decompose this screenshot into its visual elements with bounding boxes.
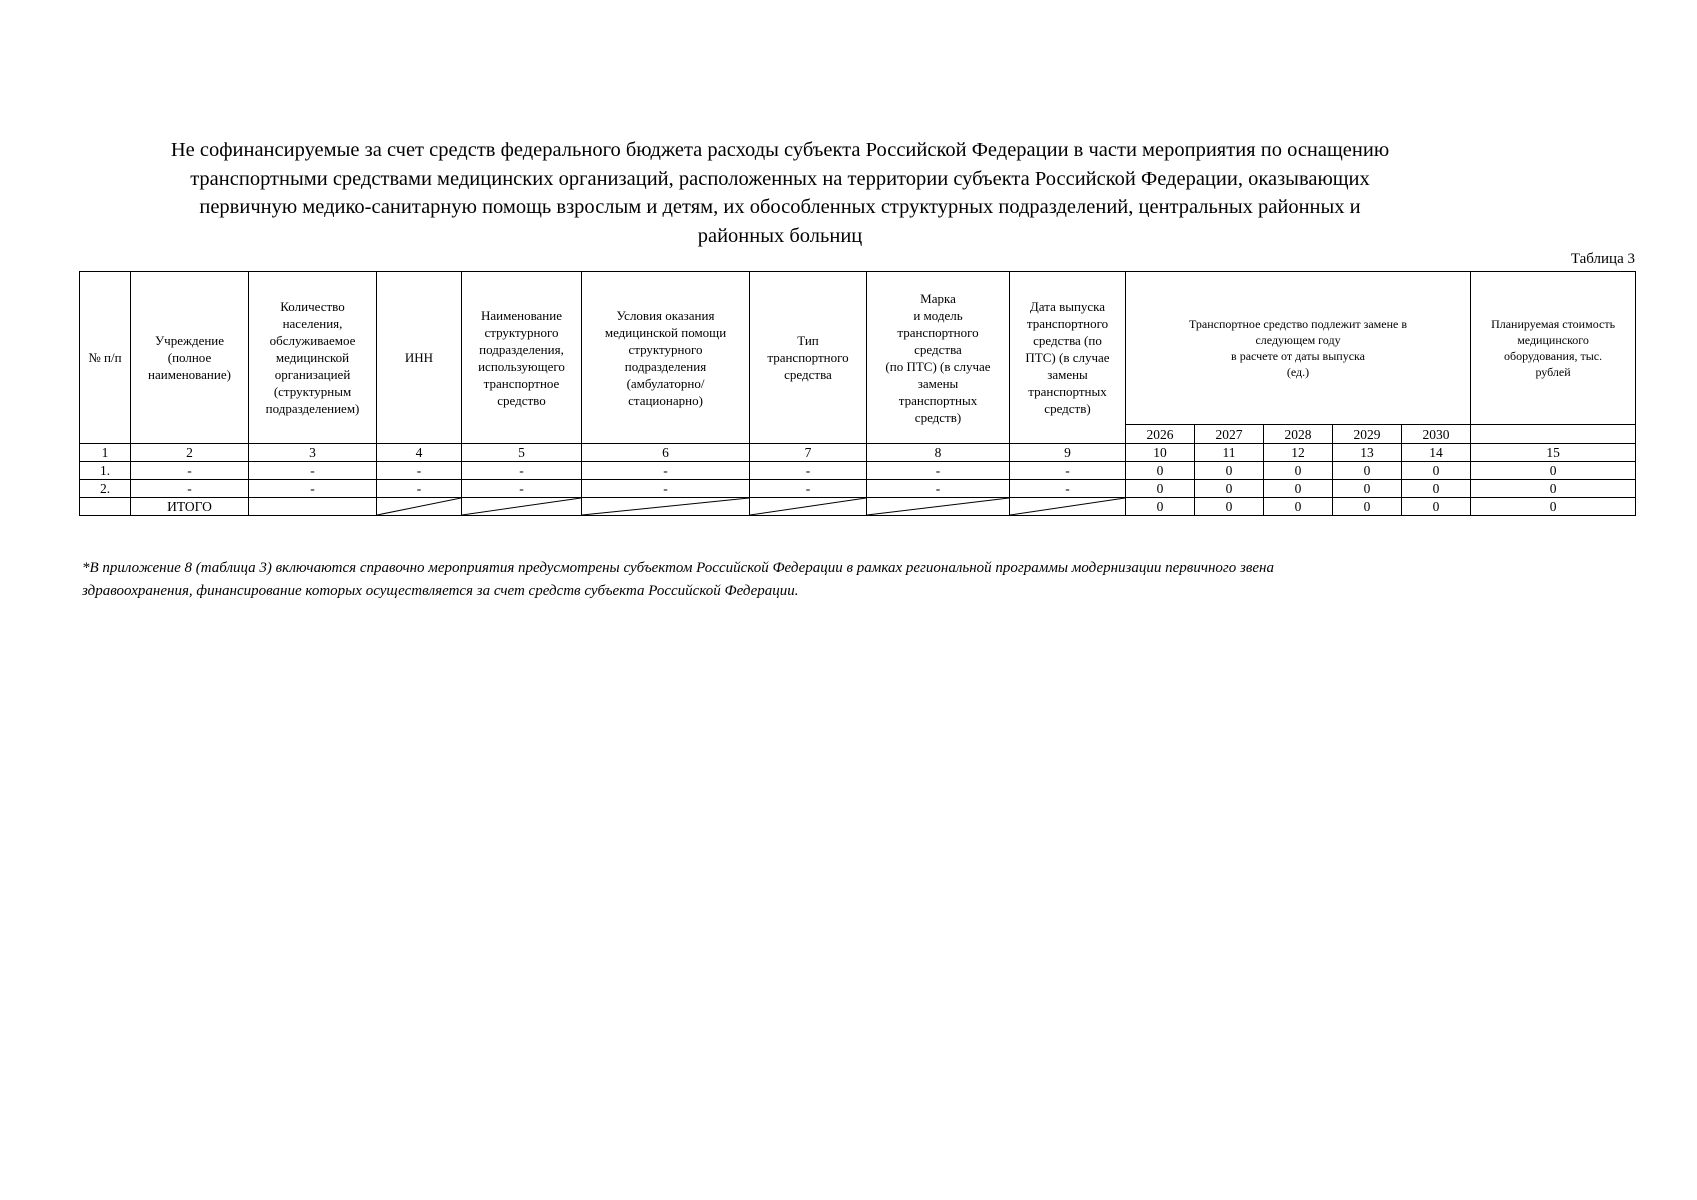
header-line: медицинской помощи xyxy=(604,324,727,340)
header-line: Дата выпуска xyxy=(1029,299,1106,314)
header-cost xyxy=(1471,272,1636,425)
header-line: средства xyxy=(914,341,962,357)
cell-institution: - xyxy=(131,462,249,480)
header-line: Марка xyxy=(920,290,956,306)
cell-brand-model: - xyxy=(867,480,1010,498)
cell-subdivision: - xyxy=(462,480,582,498)
column-number: 10 xyxy=(1126,444,1195,462)
header-line: Транспортное средство подлежит замене в xyxy=(1189,317,1408,331)
column-number: 1 xyxy=(80,444,131,462)
header-line: организацией xyxy=(274,367,351,382)
column-number: 14 xyxy=(1402,444,1471,462)
header-line: Наименование xyxy=(481,307,562,323)
header-line: Планируемая стоимость xyxy=(1491,317,1616,331)
diagonal-line xyxy=(462,498,581,515)
column-number: 13 xyxy=(1333,444,1402,462)
diagonal-line xyxy=(750,498,866,515)
cell-year-2027: 0 xyxy=(1195,462,1264,480)
column-number: 7 xyxy=(750,444,867,462)
cell-release-date: - xyxy=(1010,462,1126,480)
total-diagonal-cell xyxy=(377,498,462,516)
total-diagonal-cell xyxy=(750,498,867,516)
cell-year-2029: 0 xyxy=(1333,462,1402,480)
diagonal-line xyxy=(582,498,749,515)
header-line: подразделения xyxy=(624,358,707,374)
cell-population: - xyxy=(249,462,377,480)
cell-year-2030: 0 xyxy=(1402,480,1471,498)
header-line: транспортных xyxy=(1028,384,1107,399)
total-diagonal-cell xyxy=(582,498,750,516)
header-line: (ед.) xyxy=(1286,365,1310,379)
header-institution xyxy=(131,272,249,444)
cell-conditions: - xyxy=(582,462,750,480)
header-line: (по ПТС) (в случае xyxy=(885,358,991,374)
cell-population: - xyxy=(249,480,377,498)
year-cell-empty xyxy=(1471,425,1636,444)
header-line: (структурным xyxy=(273,384,352,399)
title-line-2: транспортными средствами медицинских организаций, расположенных на территории субъекта Российской Федерации, оказывающих xyxy=(190,167,1370,190)
header-line: использующего xyxy=(478,358,565,374)
total-num-empty xyxy=(80,498,131,516)
total-row xyxy=(80,498,1636,516)
header-line: замены xyxy=(917,375,959,391)
header-line: медицинского xyxy=(1517,333,1589,347)
title-line-4: районных больниц xyxy=(697,224,863,247)
cell-year-2028: 0 xyxy=(1264,480,1333,498)
header-line: замены xyxy=(1047,367,1088,382)
cell-brand-model: - xyxy=(867,462,1010,480)
header-line: (полное xyxy=(167,350,212,365)
header-line: Тип xyxy=(797,333,819,348)
cell-year-2026: 0 xyxy=(1126,462,1195,480)
total-year-2028: 0 xyxy=(1264,498,1333,516)
header-line: транспортного xyxy=(1026,316,1109,331)
header-line: Условия оказания xyxy=(616,307,715,323)
header-replacement xyxy=(1126,272,1471,425)
cell-conditions: - xyxy=(582,480,750,498)
column-number: 9 xyxy=(1010,444,1126,462)
cell-inn: - xyxy=(377,480,462,498)
header-line: в расчете от даты выпуска xyxy=(1231,349,1366,363)
diagonal-line xyxy=(377,498,461,515)
header-brand-model xyxy=(867,272,1010,444)
column-number: 15 xyxy=(1471,444,1636,462)
row-num: 2. xyxy=(80,480,131,498)
header-line: транспортного xyxy=(767,350,849,365)
column-number: 2 xyxy=(131,444,249,462)
total-year-2030: 0 xyxy=(1402,498,1471,516)
document-title xyxy=(80,136,1480,250)
cell-vehicle-type: - xyxy=(750,480,867,498)
year-cell: 2027 xyxy=(1195,425,1264,444)
total-year-2026: 0 xyxy=(1126,498,1195,516)
header-line: следующем году xyxy=(1255,333,1341,347)
column-number: 4 xyxy=(377,444,462,462)
cell-year-2028: 0 xyxy=(1264,462,1333,480)
header-row xyxy=(80,272,1636,425)
year-cell: 2029 xyxy=(1333,425,1402,444)
column-number: 5 xyxy=(462,444,582,462)
header-line: структурного xyxy=(484,324,559,340)
header-line: (амбулаторно/ xyxy=(626,375,705,391)
total-label: ИТОГО xyxy=(131,498,249,516)
column-number: 12 xyxy=(1264,444,1333,462)
year-cell: 2030 xyxy=(1402,425,1471,444)
total-diagonal-cell xyxy=(462,498,582,516)
cell-year-2029: 0 xyxy=(1333,480,1402,498)
column-number: 6 xyxy=(582,444,750,462)
header-line: Количество xyxy=(280,299,345,314)
cell-year-2027: 0 xyxy=(1195,480,1264,498)
header-line: рублей xyxy=(1535,365,1571,379)
header-line: подразделением) xyxy=(265,401,360,416)
footnote-line-1: *В приложение 8 (таблица 3) включаются справочно мероприятия предусмотрены субъектом Российской Федерации в рамках региональной программы модернизации первичного звена xyxy=(82,560,1274,576)
diagonal-line xyxy=(1010,498,1125,515)
header-line: Учреждение xyxy=(154,333,225,348)
cell-institution: - xyxy=(131,480,249,498)
table-label: Таблица 3 xyxy=(1570,251,1635,267)
header-line: стационарно) xyxy=(628,392,703,408)
header-num: № п/п xyxy=(80,272,131,444)
diagonal-line xyxy=(867,498,1009,515)
column-number: 11 xyxy=(1195,444,1264,462)
header-line: средство xyxy=(497,392,546,408)
title-line-3: первичную медико-санитарную помощь взрослым и детям, их обособленных структурных подразделений, центральных районных и xyxy=(199,196,1361,218)
header-line: средств) xyxy=(1044,401,1091,416)
year-cell: 2026 xyxy=(1126,425,1195,444)
footnote xyxy=(82,557,1562,603)
column-number: 3 xyxy=(249,444,377,462)
header-release-date xyxy=(1010,272,1126,444)
column-number: 8 xyxy=(867,444,1010,462)
header-conditions xyxy=(582,272,750,444)
year-cell: 2028 xyxy=(1264,425,1333,444)
cell-vehicle-type: - xyxy=(750,462,867,480)
cell-subdivision: - xyxy=(462,462,582,480)
title-line-1: Не софинансируемые за счет средств федерального бюджета расходы субъекта Российской Федерации в части мероприятия по оснащению xyxy=(170,139,1390,161)
header-line: медицинской xyxy=(275,350,350,365)
header-subdivision xyxy=(462,272,582,444)
header-line: структурного xyxy=(628,341,703,357)
header-line: средства (по xyxy=(1033,333,1102,348)
header-line: средства xyxy=(784,367,832,382)
header-line: транспортных xyxy=(898,392,978,408)
header-line: и модель xyxy=(913,307,963,323)
header-vehicle-type xyxy=(750,272,867,444)
column-number-row xyxy=(80,444,1636,462)
total-year-2027: 0 xyxy=(1195,498,1264,516)
header-line: средств) xyxy=(914,409,962,425)
row-num: 1. xyxy=(80,462,131,480)
cell-cost: 0 xyxy=(1471,480,1636,498)
header-inn: ИНН xyxy=(377,272,462,444)
header-line: подразделения, xyxy=(479,341,564,357)
total-diagonal-cell xyxy=(1010,498,1126,516)
vehicles-table xyxy=(79,271,1636,516)
header-line: обслуживаемое xyxy=(269,333,356,348)
table-row xyxy=(80,480,1636,498)
header-line: населения, xyxy=(282,316,343,331)
total-diagonal-cell xyxy=(867,498,1010,516)
cell-inn: - xyxy=(377,462,462,480)
total-cost: 0 xyxy=(1471,498,1636,516)
header-line: оборудования, тыс. xyxy=(1503,349,1603,363)
header-line: транспортного xyxy=(897,324,979,340)
table-row xyxy=(80,462,1636,480)
total-population-empty xyxy=(249,498,377,516)
header-population xyxy=(249,272,377,444)
total-year-2029: 0 xyxy=(1333,498,1402,516)
header-line: наименование) xyxy=(148,367,231,382)
cell-cost: 0 xyxy=(1471,462,1636,480)
header-line: транспортное xyxy=(483,375,560,391)
cell-year-2030: 0 xyxy=(1402,462,1471,480)
header-line: ПТС) (в случае xyxy=(1025,350,1110,365)
cell-release-date: - xyxy=(1010,480,1126,498)
footnote-line-2: здравоохранения, финансирование которых осуществляется за счет средств субъекта Российской Федерации. xyxy=(82,583,799,599)
cell-year-2026: 0 xyxy=(1126,480,1195,498)
